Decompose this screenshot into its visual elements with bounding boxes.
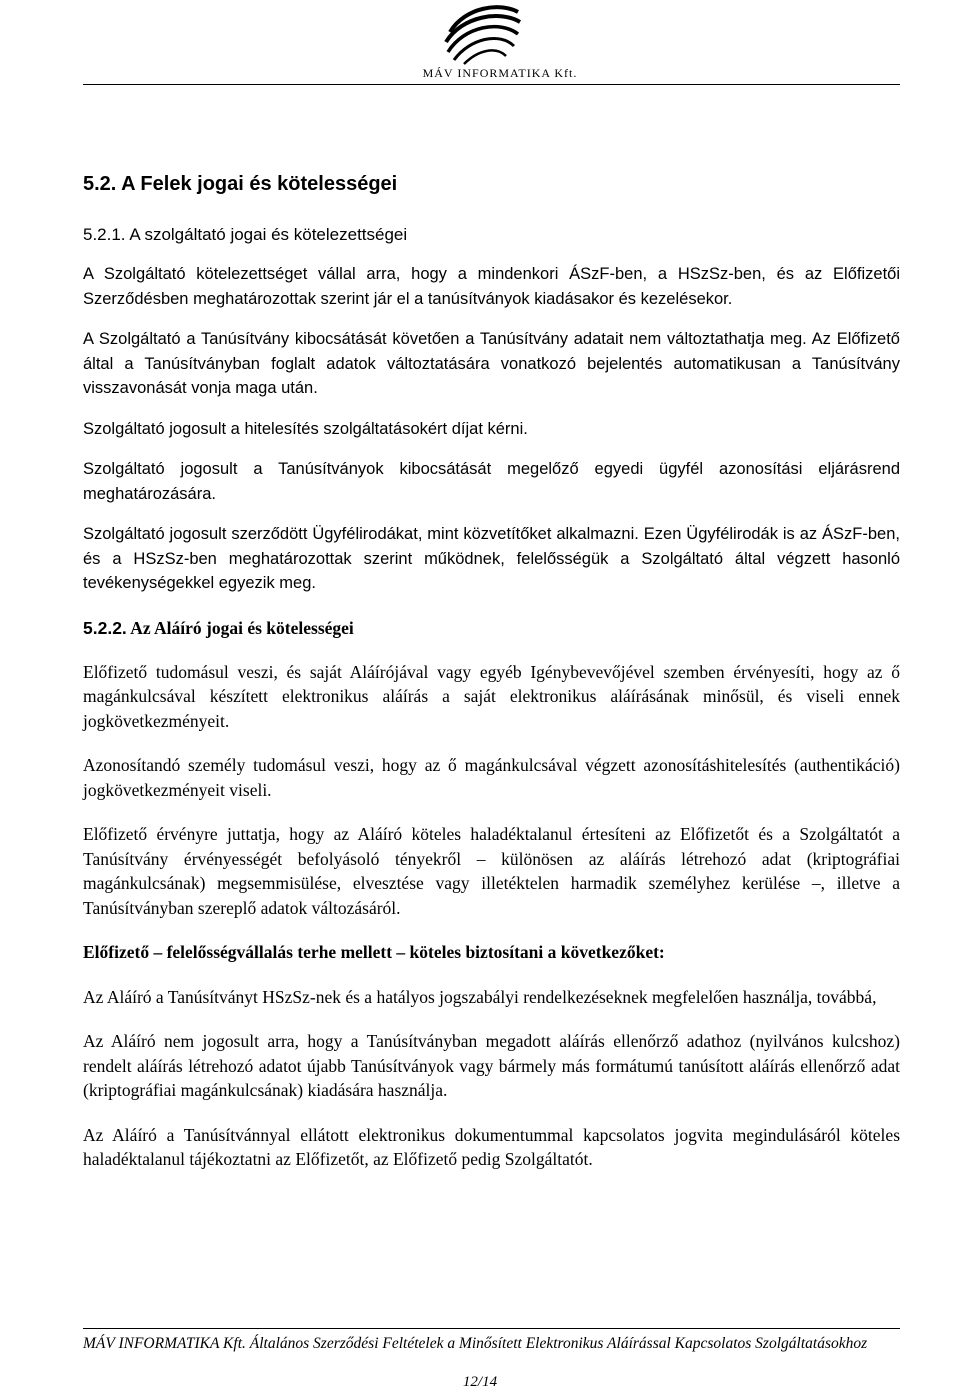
paragraph: Azonosítandó személy tudomásul veszi, hogy az ő magánkulcsával végzett azonosításhitelesítés (authentikáció) jogkövetkezményeit viseli. xyxy=(83,755,900,800)
paragraph: Szolgáltató jogosult szerződött Ügyfélirodákat, mint közvetítőket alkalmazni. Ezen Ügyfélirodák is az ÁSzF-ben, és a HSzSz-ben meghatározottak szerint működnek, felelősségük a Szolgáltató által végzett hasonló tevékenységekkel egyezik meg. xyxy=(83,525,900,592)
paragraph: A Szolgáltató a Tanúsítvány kibocsátását követően a Tanúsítvány adatait nem változtathatja meg. Az Előfizető által a Tanúsítványban foglalt adatok változtatására vonatkozó bejelentés automatikusan a Tanúsítvány visszavonását vonja maga után. xyxy=(83,330,900,397)
obligation-item: Az Aláíró a Tanúsítványt HSzSz-nek és a hatályos jogszabályi rendelkezéseknek megfelelően használja, továbbá, xyxy=(83,986,877,1007)
subsection-5-2-1-body xyxy=(83,262,900,596)
paragraph: A Szolgáltató kötelezettséget vállal arra, hogy a mindenkori ÁSzF-ben, a HSzSz-ben, és az Előfizetői Szerződésben meghatározottak szerint jár el a tanúsítványok kiadásakor és kezelésekor. xyxy=(83,265,900,308)
subsection-number: 5.2.2. xyxy=(83,617,127,638)
obligation-item: Az Aláíró nem jogosult arra, hogy a Tanúsítványban megadott aláírás ellenőrző adathoz (nyilvános kulcshoz) rendelt aláírás létrehozó adatot újabb Tanúsítványok vagy bármely más formátumú tanúsított aláírás ellenőrző adat (kriptográfiai magánkulcsának) kiadására használja. xyxy=(83,1031,900,1100)
paragraph: Előfizető tudomásul veszi, és saját Aláírójával vagy egyéb Igénybevevőjével szemben érvényesíti, hogy az ő magánkulcsával készített elektronikus aláírás a saját elektronikus aláírásának minősül, és viseli ennek jogkövetkezményeit. xyxy=(83,661,900,731)
paragraph: Szolgáltató jogosult a hitelesítés szolgáltatásokért díjat kérni. xyxy=(83,419,528,438)
paragraph: Szolgáltató jogosult a Tanúsítványok kibocsátását megelőző egyedi ügyfél azonosítási eljárásrend meghatározására. xyxy=(83,460,900,503)
page-number: 12/14 xyxy=(462,1374,498,1390)
paragraph: Előfizető érvényre juttatja, hogy az Aláíró köteles haladéktalanul értesíteni az Előfizetőt és a Szolgáltatót a Tanúsítvány érvényességét befolyásoló tényekről – különösen az aláírás létrehozó adat (kriptográfiai magánkulcsának) megsemmisülése, elvesztése vagy illetéktelen harmadik személyhez kerülése –, illetve a Tanúsítványban szereplő adatok változásáról. xyxy=(83,824,900,918)
header-divider xyxy=(83,84,900,85)
section-title: 5.2. A Felek jogai és kötelességei xyxy=(83,173,398,195)
page-header xyxy=(0,0,960,90)
subsection-heading: Az Aláíró jogai és kötelességei xyxy=(130,617,354,638)
footer-text: MÁV INFORMATIKA Kft. Általános Szerződési Feltételek a Minősített Elektronikus Aláírással Kapcsolatos Szolgáltatásokhoz xyxy=(83,1335,868,1352)
obligation-item: Az Aláíró a Tanúsítvánnyal ellátott elektronikus dokumentummal kapcsolatos jogvita megindulásáról köteles haladéktalanul tájékoztatni az Előfizetőt, az Előfizető pedig Szolgáltatót. xyxy=(83,1124,900,1169)
subsection-title-5-2-1: 5.2.1. A szolgáltató jogai és kötelezettségei xyxy=(83,225,408,244)
subsection-title-5-2-2 xyxy=(83,616,900,640)
globe-logo-icon xyxy=(430,2,530,66)
footer-divider xyxy=(83,1328,900,1329)
bold-statement: Előfizető – felelősségvállalás terhe mellett – köteles biztosítani a következőket: xyxy=(83,942,665,962)
company-name: MÁV INFORMATIKA Kft. xyxy=(422,66,578,80)
document-body xyxy=(83,172,900,1172)
